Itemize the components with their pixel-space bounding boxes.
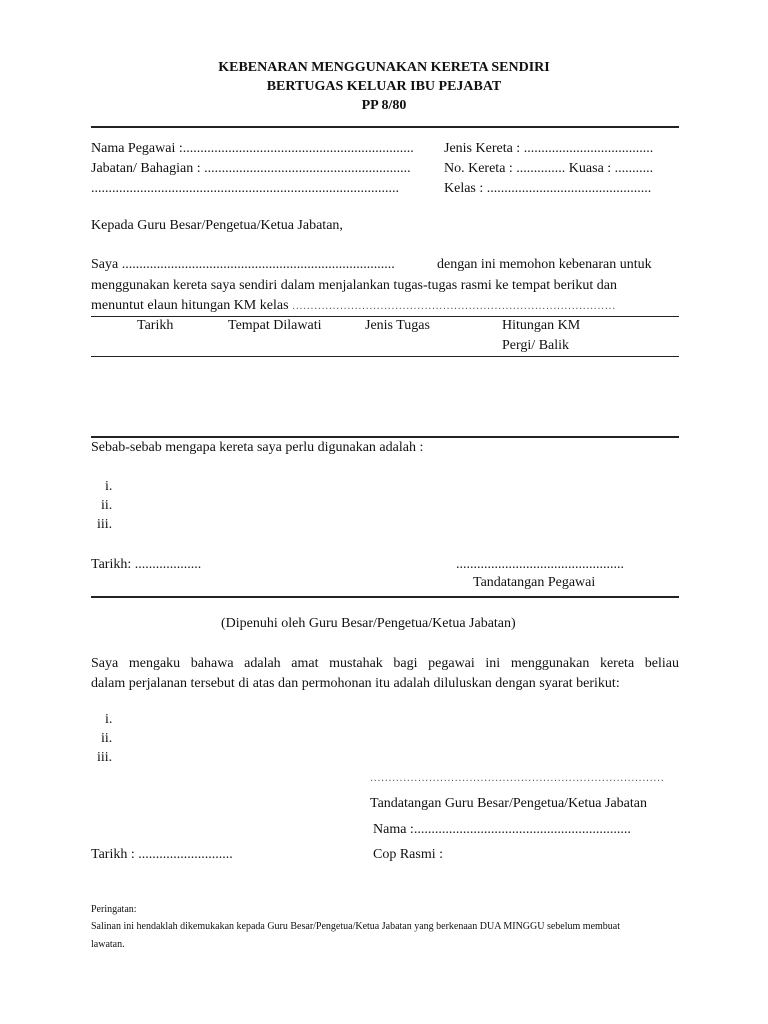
reason-item-3: iii. [97,517,113,532]
applicant-date: Tarikh: ................... [91,557,202,572]
table-top-rule [91,316,679,317]
table-header-tarikh: Tarikh [137,318,174,333]
request-line-1-left: Saya .............................................................................. [91,257,395,272]
kelas-field: Kelas : ............................................... [444,181,652,196]
approval-paragraph-line-1: Saya mengaku bahawa adalah amat mustahak bagi pegawai ini menggunakan kereta beliau [91,656,679,671]
blank-line: ........................................................................................ [91,181,399,196]
request-line-3 [91,298,616,315]
notice-line-2: lawatan. [91,939,125,950]
request-line-3-text: menuntut elaun hitungan KM kelas [91,298,289,313]
reason-item-2: ii. [101,498,113,513]
condition-item-2: ii. [101,731,113,746]
official-stamp-field: Cop Rasmi : [373,847,444,862]
table-header-jenis-tugas: Jenis Tugas [365,318,430,333]
approver-name-field: Nama :.............................................................. [373,822,631,837]
table-header-hitungan-km: Hitungan KM [502,318,581,333]
jabatan-field: Jabatan/ Bahagian : ........................................................... [91,161,411,176]
request-line-3-dots: ........................................................................................ [292,301,616,312]
condition-item-3: iii. [97,750,113,765]
request-line-1-right: dengan ini memohon kebenaran untuk [437,257,652,272]
approval-heading: (Dipenuhi oleh Guru Besar/Pengetua/Ketua Jabatan) [221,616,516,631]
approver-signature-label: Tandatangan Guru Besar/Pengetua/Ketua Jabatan [370,796,647,811]
form-title: KEBENARAN MENGGUNAKAN KERETA SENDIRI [218,60,550,75]
table-header-rule [91,356,679,357]
applicant-signature-label: Tandatangan Pegawai [473,575,596,590]
request-line-2: menggunakan kereta saya sendiri dalam menjalankan tugas-tugas rasmi ke tempat berikut dan [91,278,617,293]
approver-signature-line: ................................................................................ [370,773,665,784]
applicant-signature-line: ................................................ [456,557,624,572]
no-kereta-field: No. Kereta : .............. Kuasa : ........... [444,161,654,176]
approver-date-field: Tarikh : ........................... [91,847,233,862]
form-code: PP 8/80 [361,98,407,113]
approval-paragraph-line-2: dalam perjalanan tersebut di atas dan permohonan itu adalah diluluskan dengan syarat berikut: [91,676,620,691]
divider [91,126,679,128]
notice-title: Peringatan: [91,904,137,915]
section-divider [91,596,679,598]
table-subheader-pergi-balik: Pergi/ Balik [502,338,570,353]
nama-pegawai-field: Nama Pegawai :.................................................................. [91,141,414,156]
reasons-intro: Sebab-sebab mengapa kereta saya perlu digunakan adalah : [91,440,424,455]
form-subtitle: BERTUGAS KELUAR IBU PEJABAT [266,79,502,94]
table-bottom-rule [91,436,679,438]
jenis-kereta-field: Jenis Kereta : ..................................... [444,141,654,156]
addressee: Kepada Guru Besar/Pengetua/Ketua Jabatan, [91,218,343,233]
reason-item-1: i. [105,479,113,494]
notice-line-1: Salinan ini hendaklah dikemukakan kepada Guru Besar/Pengetua/Ketua Jabatan yang berkenaan DUA MINGGU sebelum membuat [91,921,621,932]
condition-item-1: i. [105,712,113,727]
table-header-tempat: Tempat Dilawati [228,318,322,333]
